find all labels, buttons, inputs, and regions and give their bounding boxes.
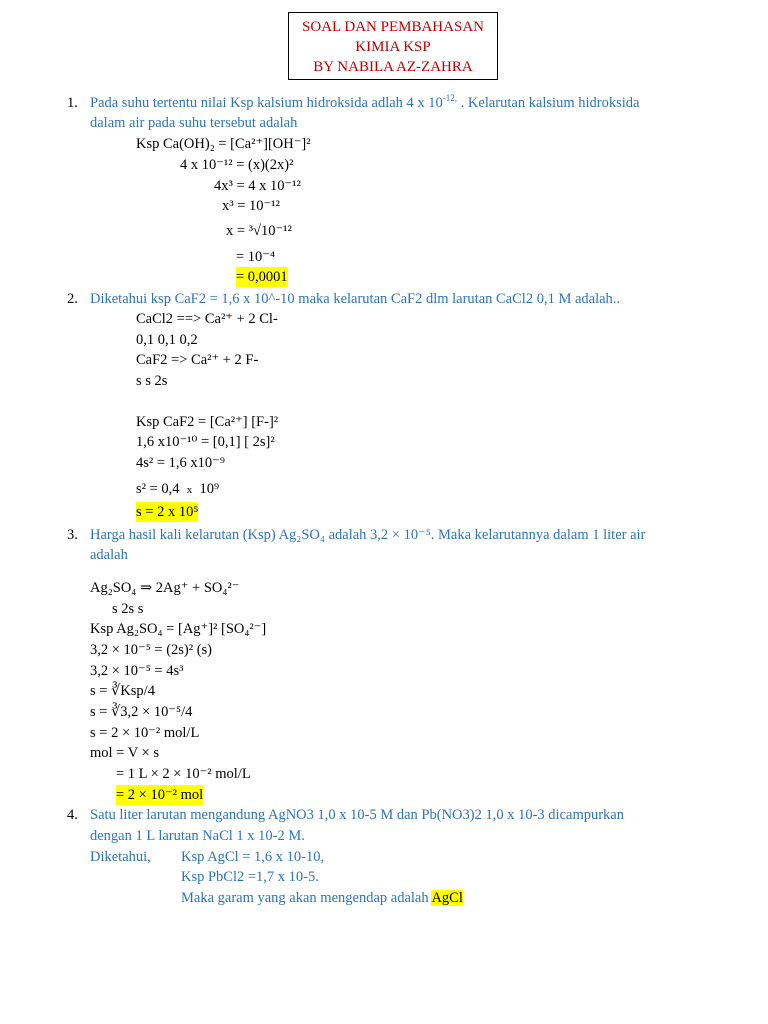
q3-step-9: mol = V × s — [90, 745, 160, 761]
q3-step-7: s = ∛3,2 × 10⁻⁵/4 — [90, 704, 193, 720]
q4-number: 4. — [67, 807, 78, 823]
title-line-3: BY NABILA AZ-ZAHRA — [313, 59, 473, 75]
q2-answer: s = 2 x 10⁵ — [136, 504, 199, 520]
q2-ksp-3: 4s² = 1,6 x10⁻⁹ — [136, 455, 225, 471]
title-line-2: KIMIA KSP — [355, 39, 431, 55]
q1-question-line-1 — [90, 93, 639, 113]
q4-question-line-2: dengan 1 L larutan NaCl 1 x 10-2 M. — [90, 828, 305, 844]
q2-question-line-1: Diketahui ksp CaF2 = 1,6 x 10^-10 maka kelarutan CaF2 dlm larutan CaCl2 0,1 M adalah.. — [90, 291, 621, 307]
q2-reaction-2: CaF2 => Ca²⁺ + 2 F- — [136, 352, 259, 368]
q4-given-1: Ksp AgCl = 1,6 x 10-10, — [181, 849, 325, 865]
q4-question-line-1: Satu liter larutan mengandung AgNO3 1,0 x 10-5 M dan Pb(NO3)2 1,0 x 10-3 dicampurkan — [90, 807, 624, 823]
q3-step-4: 3,2 × 10⁻⁵ = (2s)² (s) — [90, 642, 213, 658]
q1-text-sup: -12, — [442, 93, 458, 104]
q3-step-10: = 1 L × 2 × 10⁻² mol/L — [116, 766, 251, 782]
q2-ksp-4c: 10⁹ — [199, 481, 220, 497]
q2-ksp-4a: s² = 0,4 — [136, 481, 180, 497]
q4-given-2: Ksp PbCl2 =1,7 x 10-5. — [181, 869, 319, 885]
q1-question-line-2: dalam air pada suhu tersebut adalah — [90, 115, 298, 131]
q2-reaction-2-solubility: s s 2s — [136, 373, 168, 389]
q3-step-1: Ag₂SO₄ ⇒ 2Ag⁺ + SO₄²⁻ — [90, 580, 240, 596]
q1-work-6: = 10⁻⁴ — [236, 249, 276, 265]
q3-step-6: s = ∛Ksp/4 — [90, 683, 155, 699]
q2-ksp-4 — [136, 479, 219, 500]
q1-text-b: . Kelarutan kalsium hidroksida — [457, 95, 640, 111]
q3-step-3: Ksp Ag₂SO₄ = [Ag⁺]² [SO₄²⁻] — [90, 621, 267, 637]
q4-given-label: Diketahui, — [90, 849, 151, 865]
q2-ksp-4b: x — [186, 484, 193, 496]
q3-question-line-1: Harga hasil kali kelarutan (Ksp) Ag₂SO₄ adalah 3,2 × 10⁻⁵. Maka kelarutannya dalam 1 liter air — [90, 527, 646, 543]
q3-step-8: s = 2 × 10⁻² mol/L — [90, 725, 200, 741]
q1-work-4: x³ = 10⁻¹² — [222, 198, 280, 214]
q2-ksp-2: 1,6 x10⁻¹⁰ = [0,1] [ 2s]² — [136, 434, 275, 450]
q4-conclusion — [181, 888, 463, 908]
q2-ksp-1: Ksp CaF2 = [Ca²⁺] [F-]² — [136, 414, 279, 430]
q1-work-3: 4x³ = 4 x 10⁻¹² — [214, 178, 301, 194]
q1-number: 1. — [67, 95, 78, 111]
q3-step-2: s 2s s — [112, 601, 144, 617]
q2-reaction-1: CaCl2 ==> Ca²⁺ + 2 Cl- — [136, 311, 278, 327]
q4-conclusion-text: Maka garam yang akan mengendap adalah — [181, 890, 432, 906]
title-box — [288, 12, 498, 80]
q2-reaction-1-conc: 0,1 0,1 0,2 — [136, 332, 198, 348]
q4-answer: AgCl — [431, 890, 463, 906]
q3-number: 3. — [67, 527, 78, 543]
q1-answer: = 0,0001 — [236, 269, 288, 285]
q3-answer: = 2 × 10⁻² mol — [116, 787, 204, 803]
q1-work-5: x = ³√10⁻¹² — [226, 223, 292, 239]
q1-work-1: Ksp Ca(OH)₂ = [Ca²⁺][OH⁻]² — [136, 136, 311, 152]
title-line-1: SOAL DAN PEMBAHASAN — [302, 19, 484, 35]
q1-text-a: Pada suhu tertentu nilai Ksp kalsium hidroksida adlah 4 x 10 — [90, 95, 443, 111]
q2-number: 2. — [67, 291, 78, 307]
q3-step-5: 3,2 × 10⁻⁵ = 4s³ — [90, 663, 184, 679]
q1-work-2: 4 x 10⁻¹² = (x)(2x)² — [180, 157, 294, 173]
q3-question-line-2: adalah — [90, 547, 128, 563]
